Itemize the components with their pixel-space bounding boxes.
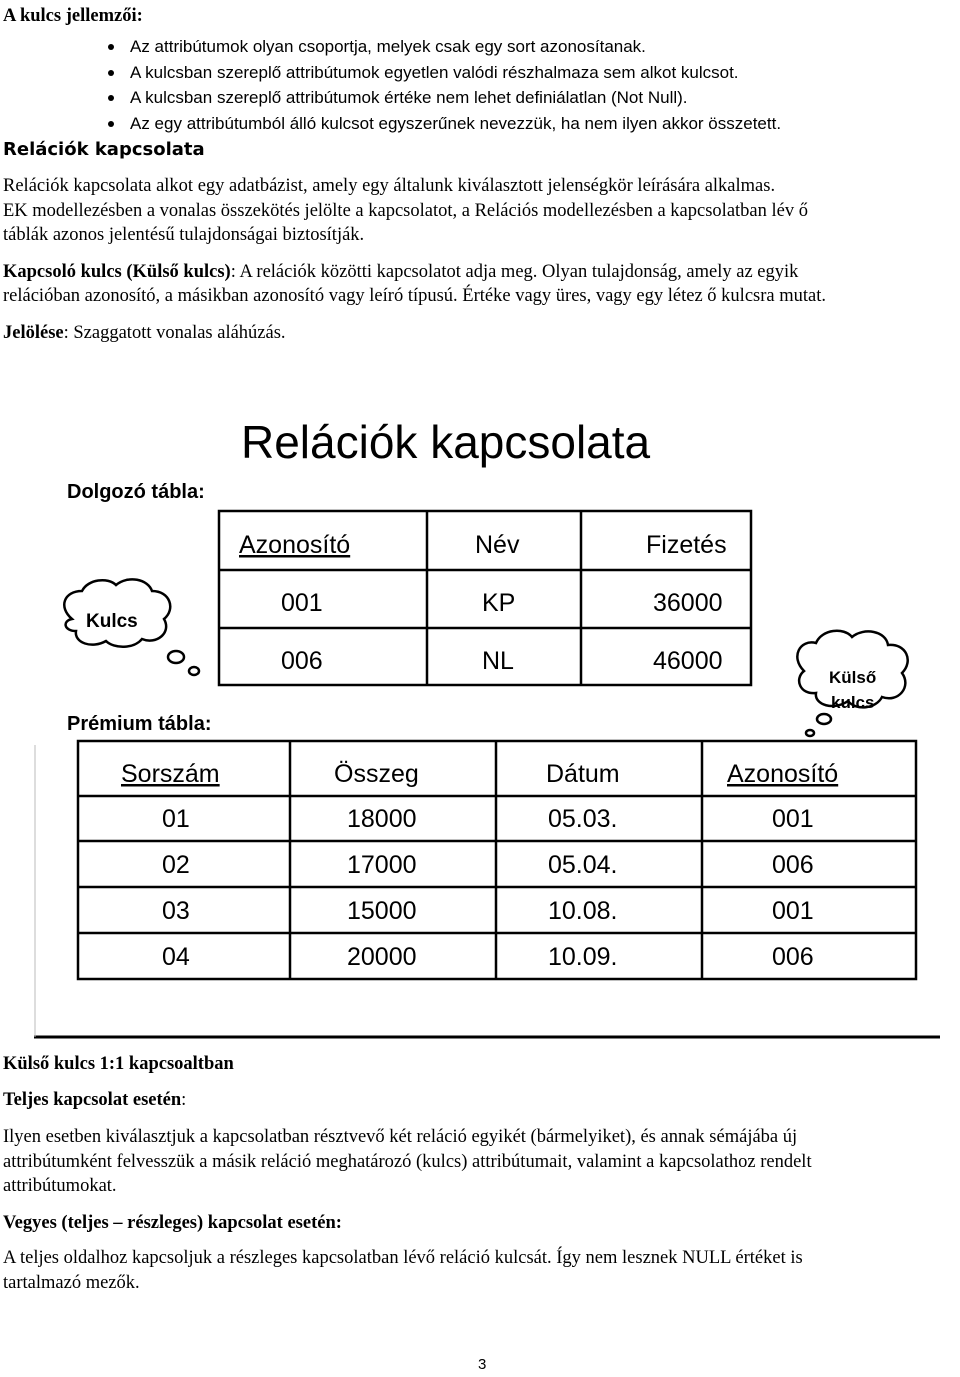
- table2-caption: Prémium tábla:: [67, 713, 212, 735]
- full-relation-colon: :: [181, 1090, 187, 1110]
- full-relation-paragraph-line-2: attribútumként felvesszük a másik reláció meghatározó (kulcs) attribútumait, valamint a kapcsolathoz rendelt: [3, 1152, 812, 1172]
- full-relation-heading: Teljes kapcsolat esetén: [3, 1090, 182, 1110]
- table2-cell: 02: [162, 851, 190, 879]
- table1-header-cell: Név: [475, 531, 520, 559]
- key-cloud-bubble: [189, 667, 199, 675]
- table2-cell: 10.09.: [548, 943, 618, 971]
- mixed-relation-paragraph-line-2: tartalmazó mezők.: [3, 1273, 140, 1293]
- table2-header-row: [121, 760, 838, 788]
- key-cloud: [64, 579, 199, 675]
- table1-header-row: [239, 531, 727, 559]
- table1-cell: 46000: [653, 647, 723, 675]
- foreign-key-term: Kapcsoló kulcs (Külső kulcs): [3, 262, 231, 282]
- table1-row: [281, 647, 723, 675]
- list-item: Az egy attribútumból álló kulcsot egyszerűnek nevezzük, ha nem ilyen akkor összetett.: [108, 111, 781, 137]
- full-relation-paragraph-line-3: attribútumokat.: [3, 1176, 117, 1196]
- list-item: A kulcsban szereplő attribútumok értéke nem lehet definiálatlan (Not Null).: [108, 85, 781, 111]
- foreign-key-cloud-label-2: kulcs: [831, 693, 875, 712]
- fk11-heading: Külső kulcs 1:1 kapcsoaltban: [3, 1054, 234, 1074]
- table2-row: [162, 897, 814, 925]
- table2-row: [162, 805, 814, 833]
- table1-cell: 001: [281, 589, 323, 617]
- key-cloud-bubble: [168, 651, 184, 663]
- relations-paragraph-2-line-2: táblák azonos jelentésű tulajdonságai biztosítják.: [3, 225, 365, 245]
- table2-cell: 006: [772, 851, 814, 879]
- notation-text: : Szaggatott vonalas aláhúzás.: [63, 323, 286, 343]
- table2-cell: 05.04.: [548, 851, 618, 879]
- table2-cell: 001: [772, 805, 814, 833]
- relations-heading: Relációk kapcsolata: [3, 139, 205, 160]
- table2-header-cell: Azonosító: [727, 760, 839, 788]
- table2-cell: 01: [162, 805, 190, 833]
- key-properties-heading: A kulcs jellemzői:: [3, 6, 143, 26]
- relations-paragraph-1: Relációk kapcsolata alkot egy adatbázist, amely egy általunk kiválasztott jelenségkör leírására alkalmas.: [3, 176, 776, 196]
- mixed-relation-heading: Vegyes (teljes – részleges) kapcsolat esetén:: [3, 1213, 342, 1233]
- table2-cell: 04: [162, 943, 190, 971]
- table2-cell: 006: [772, 943, 814, 971]
- table2-header-cell: Összeg: [334, 760, 419, 788]
- foreign-key-definition-line-1: [3, 260, 798, 284]
- key-cloud-label: Kulcs: [86, 611, 138, 632]
- table2-cell: 03: [162, 897, 190, 925]
- table2-cell: 20000: [347, 943, 417, 971]
- table2-cell: 05.03.: [548, 805, 618, 833]
- full-relation-paragraph-line-1: Ilyen esetben kiválasztjuk a kapcsolatban résztvevő két reláció egyikét (bármelyiket), és annak sémájába új: [3, 1127, 798, 1147]
- full-relation-heading-line: [3, 1088, 186, 1112]
- table1-cell: 36000: [653, 589, 723, 617]
- table2-cell: 001: [772, 897, 814, 925]
- table1-header-cell: Azonosító: [239, 531, 351, 559]
- foreign-key-cloud: [797, 631, 907, 736]
- table2-cell: 17000: [347, 851, 417, 879]
- foreign-key-cloud-bubble: [806, 730, 814, 736]
- mixed-relation-paragraph-line-1: A teljes oldalhoz kapcsoljuk a részleges kapcsolatban lévő reláció kulcsát. Így nem lesznek NULL értéket is: [3, 1248, 803, 1268]
- table1-header-cell: Fizetés: [646, 531, 727, 559]
- table2-row: [162, 851, 814, 879]
- list-item: A kulcsban szereplő attribútumok egyetlen valódi részhalmaza sem alkot kulcsot.: [108, 60, 781, 86]
- notation-term: Jelölése: [3, 323, 64, 343]
- page-number: 3: [478, 1356, 487, 1373]
- table2-header-cell: Sorszám: [121, 760, 220, 788]
- table2-header-cell: Dátum: [546, 760, 620, 788]
- relations-figure: [34, 385, 940, 1045]
- list-item: Az attribútumok olyan csoportja, melyek csak egy sort azonosítanak.: [108, 34, 781, 60]
- table1-cell: KP: [482, 589, 516, 617]
- table2-row: [162, 943, 814, 971]
- relations-paragraph-2-line-1: EK modellezésben a vonalas összekötés jelölte a kapcsolatot, a Relációs modellezésben a kapcsolatban lév ő: [3, 201, 808, 221]
- figure-title: Relációk kapcsolata: [241, 416, 651, 468]
- foreign-key-cloud-label-1: Külső: [829, 668, 877, 687]
- foreign-key-definition-line-2: relációban azonosító, a másikban azonosító vagy leíró típusú. Értéke vagy üres, vagy egy létez ő kulcsra mutat.: [3, 286, 826, 306]
- foreign-key-text: : A relációk közötti kapcsolatot adja meg. Olyan tulajdonság, amely az egyik: [230, 262, 799, 282]
- key-properties-list: [108, 34, 781, 136]
- table1-cell: 006: [281, 647, 323, 675]
- table2-cell: 15000: [347, 897, 417, 925]
- notation-line: [3, 321, 286, 345]
- table1-row: [281, 589, 723, 617]
- table2-cell: 10.08.: [548, 897, 618, 925]
- foreign-key-cloud-bubble: [817, 714, 831, 724]
- table1-caption: Dolgozó tábla:: [67, 481, 205, 503]
- table1-cell: NL: [482, 647, 514, 675]
- table2-cell: 18000: [347, 805, 417, 833]
